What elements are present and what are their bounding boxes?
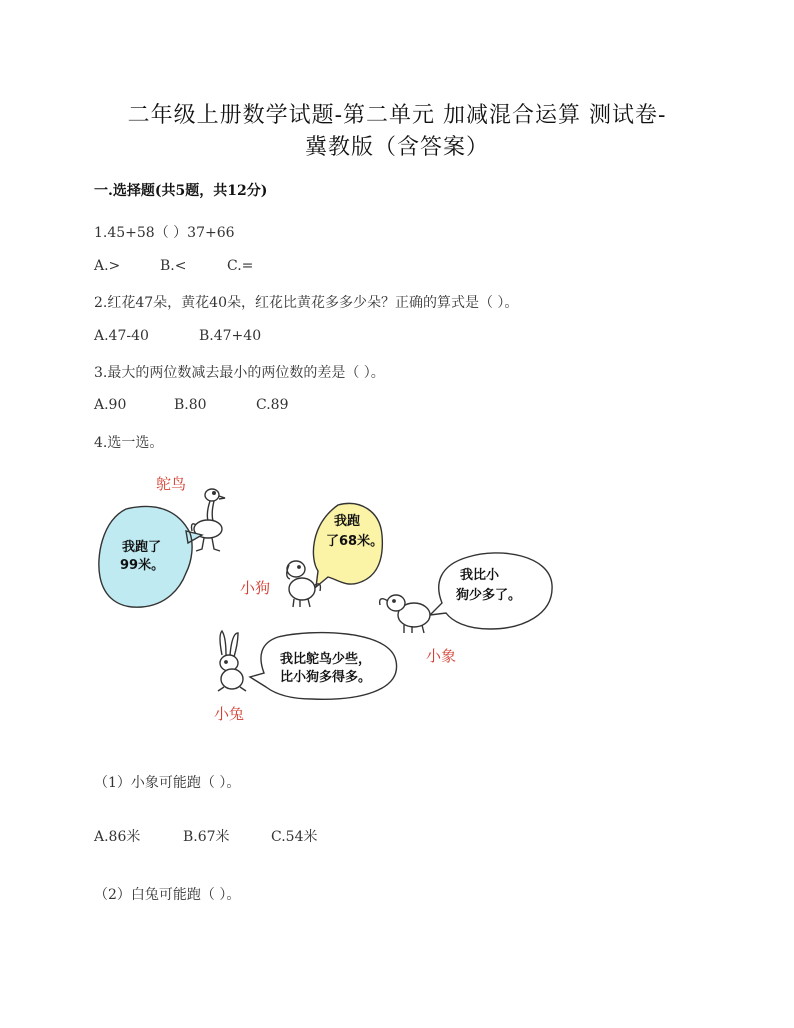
q2-option-b: B.47+40 xyxy=(199,328,262,344)
dog-label: 小狗 xyxy=(240,579,271,597)
q1-option-b: B.< xyxy=(160,258,187,274)
question-3: 3.最大的两位数减去最小的两位数的差是（ ）。 xyxy=(94,365,385,381)
elephant-icon xyxy=(380,595,430,633)
rabbit-icon xyxy=(218,631,246,691)
q4-1-option-c: C.54米 xyxy=(271,829,318,845)
dog-icon xyxy=(287,561,321,607)
ostrich-icon xyxy=(192,489,226,551)
elephant-speech-line1: 我比小 xyxy=(460,568,500,583)
page-title-line2: 冀教版（含答案） xyxy=(304,135,489,160)
page-title-line1: 二年级上册数学试题-第二单元 加减混合运算 测试卷- xyxy=(127,103,667,128)
rabbit-speech-line2: 比小狗多得多。 xyxy=(280,670,372,685)
q2-option-a: A.47-40 xyxy=(94,328,149,344)
section-heading: 一.选择题(共5题，共12分) xyxy=(94,183,268,199)
q3-option-a: A.90 xyxy=(94,397,127,413)
dog-speech-line2: 了68米。 xyxy=(326,534,384,549)
q4-1-option-b: B.67米 xyxy=(183,829,230,845)
rabbit-label: 小兔 xyxy=(214,705,245,723)
question-1: 1.45+58（ ）37+66 xyxy=(94,225,235,241)
q4-1-option-a: A.86米 xyxy=(94,829,141,845)
dog-speech-line1: 我跑 xyxy=(334,514,361,529)
animal-race-illustration xyxy=(90,465,570,735)
question-4-sub2: （2）白兔可能跑（ ）。 xyxy=(94,887,241,903)
q3-option-b: B.80 xyxy=(174,397,207,413)
question-2: 2.红花47朵，黄花40朵，红花比黄花多多少朵？正确的算式是（ ）。 xyxy=(94,295,519,311)
elephant-label: 小象 xyxy=(426,647,457,665)
ostrich-label: 鸵鸟 xyxy=(156,475,187,493)
elephant-speech-line2: 狗少多了。 xyxy=(456,588,522,603)
question-4-sub1: （1）小象可能跑（ ）。 xyxy=(94,775,241,791)
q1-option-a: A.> xyxy=(94,258,121,274)
q1-option-c: C.= xyxy=(227,258,254,274)
ostrich-speech-bubble xyxy=(99,506,202,607)
ostrich-speech-line1: 我跑了 xyxy=(122,540,162,555)
question-4: 4.选一选。 xyxy=(94,435,164,451)
rabbit-speech-line1: 我比鸵鸟少些， xyxy=(280,652,372,667)
ostrich-speech-line2: 99米。 xyxy=(120,558,165,573)
q3-option-c: C.89 xyxy=(256,397,289,413)
